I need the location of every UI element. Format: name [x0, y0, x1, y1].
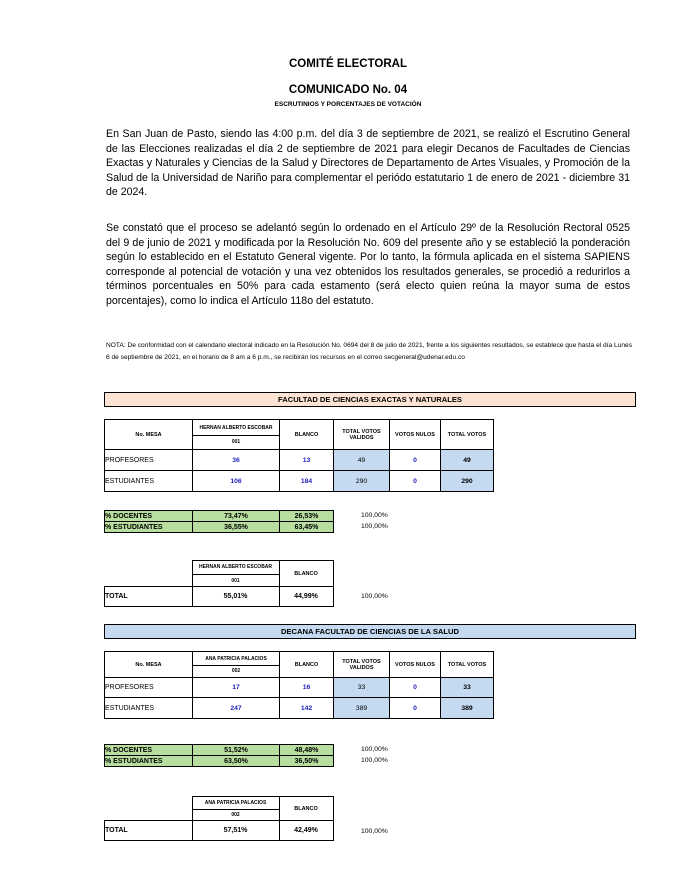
total-row: TOTAL 55,01% 44,99%: [105, 587, 334, 607]
document-title: COMITÉ ELECTORAL: [289, 58, 407, 70]
header-blanco: BLANCO: [280, 652, 334, 678]
header-candidate: HERNAN ALBERTO ESCOBAR 001: [192, 561, 279, 587]
header-candidate: HERNAN ALBERTO ESCOBAR 001: [193, 420, 280, 450]
votes-table: [104, 419, 494, 492]
total-sum: 100,00%: [361, 593, 388, 600]
percent-sum: 100,00%: [361, 512, 388, 519]
total-row: TOTAL 57,51% 42,49%: [105, 821, 334, 841]
votes-table: [104, 651, 494, 719]
total-sum: 100,00%: [361, 828, 388, 835]
header-mesa: No. MESA: [105, 420, 193, 450]
table-row: % DOCENTES 51,52% 48,48%: [105, 745, 334, 756]
faculty-banner: FACULTAD DE CIENCIAS EXACTAS Y NATURALES: [104, 392, 636, 407]
header-validos: TOTAL VOTOS VALIDOS: [334, 420, 390, 450]
note: NOTA: De conformidad con el calendario electoral indicado en la Resolución No. 0694 del 8 de julio de 2021, frente a los siguientes resultados, se establece que hasta el día Lunes 6 de septiembre de 2021, en el horario de 8 am a 6 p.m., se recibirán los recursos en el correo secgeneral@udenar.edu.co: [106, 342, 632, 361]
percent-sum: 100,00%: [361, 746, 388, 753]
header-total: TOTAL VOTOS: [441, 652, 494, 678]
paragraph-process: Se constató que el proceso se adelantó según lo ordenado en el Artículo 29º de la Resolución Rectoral 0525 del 9 de junio de 2021 y modificada por la Resolución No. 609 del presente año y se estableció la ponderación según lo establecido en el Estatuto General vigente. Por lo tanto, la fórmula aplicada en el sistema SAPIENS corresponde al potencial de votación y una vez obtenidos los resultados generales, se procedió a redurirlos a términos porcentuales en 50% para cada estamento (será electo quien reúna la mayor suma de estos porcentajes), como lo indica el Artículo 118o del estatuto.: [106, 222, 630, 307]
header-total: TOTAL VOTOS: [441, 420, 494, 450]
faculty-banner: DECANA FACULTAD DE CIENCIAS DE LA SALUD: [104, 624, 636, 639]
header-mesa: No. MESA: [105, 652, 193, 678]
header-candidate: ANA PATRICIA PALACIOS 002: [192, 797, 279, 821]
table-row: % DOCENTES 73,47% 26,53%: [105, 511, 334, 522]
table-row: ESTUDIANTES 106 184 290 0 290: [105, 471, 494, 492]
table-row: PROFESORES 17 16 33 0 33: [105, 678, 494, 698]
header-blanco: BLANCO: [280, 420, 334, 450]
percent-sum: 100,00%: [361, 757, 388, 764]
percent-table: [104, 744, 334, 767]
table-row: % ESTUDIANTES 63,50% 36,50%: [105, 756, 334, 767]
table-row: % ESTUDIANTES 36,55% 63,45%: [105, 522, 334, 533]
header-candidate: ANA PATRICIA PALACIOS 002: [193, 652, 280, 678]
percent-table: [104, 510, 334, 533]
table-row: PROFESORES 36 13 49 0 49: [105, 450, 494, 471]
header-validos: TOTAL VOTOS VALIDOS: [334, 652, 390, 678]
total-table: [104, 560, 334, 607]
total-table: [104, 796, 334, 841]
document-subtitle: COMUNICADO No. 04: [288, 84, 408, 96]
header-blanco: BLANCO: [279, 797, 333, 821]
header-blanco: BLANCO: [279, 561, 333, 587]
table-row: ESTUDIANTES 247 142 389 0 389: [105, 698, 494, 719]
section-title: ESCRUTINIOS Y PORCENTAJES DE VOTACIÓN: [274, 101, 422, 108]
paragraph-intro: En San Juan de Pasto, siendo las 4:00 p.m. del día 3 de septiembre de 2021, se realizó el Escrutino General de las Elecciones realizadas el día 2 de septiembre de 2021 para elegir Decanos de Facultades de Ciencias Exactas y Naturales y Ciencias de la Salud y Directores de Departamento de Artes Visuales, y Promoción de la Salud de la Universidad de Nariño para complementar el periódo estatutario 1 de enero de 2021 - diciembre 31 de 2024.: [106, 128, 630, 199]
header-nulos: VOTOS NULOS: [390, 420, 441, 450]
header-nulos: VOTOS NULOS: [390, 652, 441, 678]
percent-sum: 100,00%: [361, 523, 388, 530]
